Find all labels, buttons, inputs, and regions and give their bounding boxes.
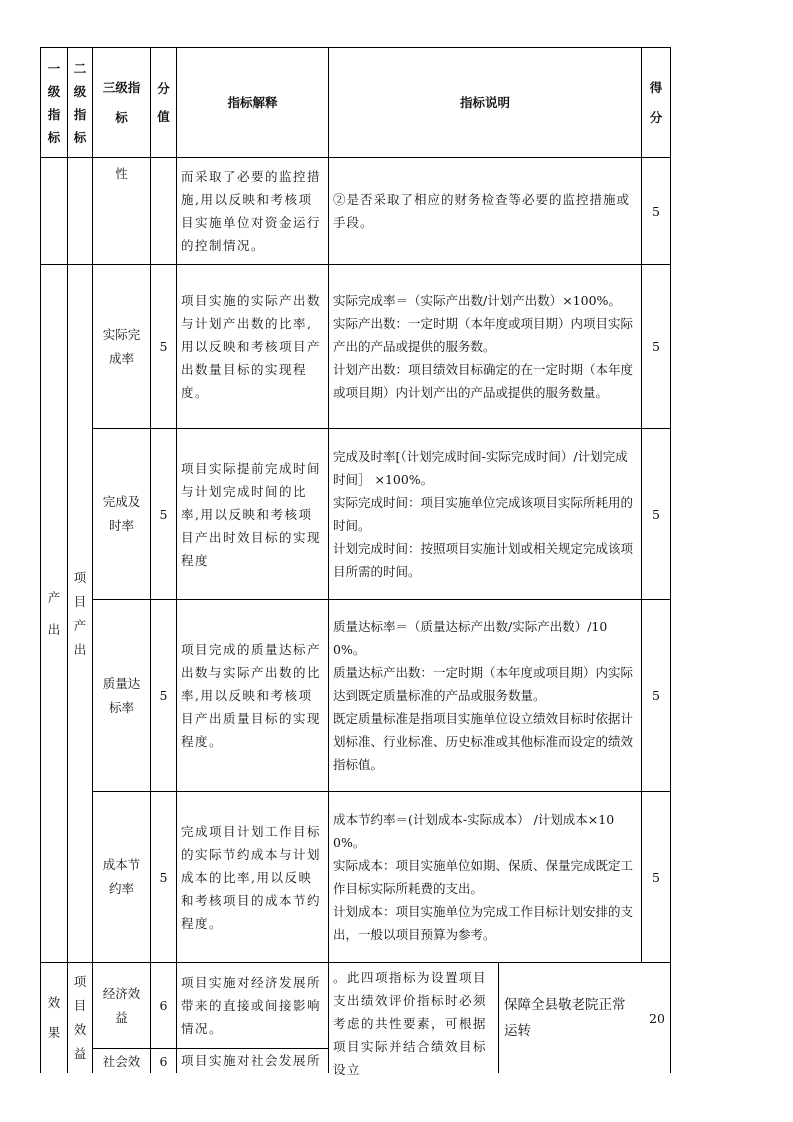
timeliness-weight: 5 — [159, 506, 168, 522]
continuation-score: 5 — [652, 203, 660, 219]
quality-explanation: 项目完成的质量达标产出数与实际产出数的比率,用以反映和考核项目产出质量目标的实现程度。 — [181, 642, 322, 749]
continuation-description: ②是否采取了相应的财务检查等必要的监控措施或手段。 — [333, 192, 631, 230]
header-score-weight: 分值 — [157, 80, 170, 124]
economic-level3: 经济效益 — [102, 985, 141, 1025]
cost-explanation: 完成项目计划工作目标的实际节约成本与计划成本的比率,用以反映和考核项目的成本节约程度。 — [181, 823, 322, 931]
grid-line — [328, 47, 329, 1073]
grid-line — [670, 47, 671, 1073]
cost-description: 成本节约率＝(计划成本-实际成本） /计划成本×100%。 实际成本：项目实施单位如期、保质、保量完成既定工作目标实际所耗费的支出。 计划成本：项目实施单位为完成工作目标计划安排的支出，一般以项目预算为参考。 — [333, 812, 634, 942]
header-explanation: 指标解释 — [227, 95, 278, 110]
completion-weight: 5 — [159, 339, 168, 354]
continuation-level3: 性 — [115, 165, 128, 181]
header-description: 指标说明 — [459, 95, 510, 110]
completion-level3: 实际完成率 — [102, 326, 141, 366]
timeliness-level3: 完成及时率 — [102, 494, 141, 533]
timeliness-explanation: 项目实际提前完成时间与计划完成时间的比率,用以反映和考核项目产出时效目标的实现程度 — [181, 460, 322, 568]
economic-weight: 6 — [159, 998, 168, 1013]
social-explanation: 项目实施对社会发展所 — [181, 1053, 322, 1068]
continuation-explanation: 而采取了必要的监控措施,用以反映和考核项目实施单位对资金运行的控制情况。 — [181, 169, 322, 253]
completion-score: 5 — [652, 339, 660, 354]
header-level1: 一级指标 — [47, 60, 61, 145]
quality-score: 5 — [652, 688, 660, 703]
header-level3: 三级指标 — [102, 79, 141, 125]
quality-level3: 质量达标率 — [102, 675, 141, 715]
timeliness-score: 5 — [652, 506, 660, 522]
cost-weight: 5 — [159, 869, 168, 885]
cost-level3: 成本节约率 — [102, 857, 141, 896]
completion-description: 实际完成率＝（实际产出数/计划产出数）×100%。 实际产出数：一定时期（本年度或项目期）内项目实际产出的产品或提供的服务数。 计划产出数：项目绩效目标确定的在一定时期（本年度或项目期）内计划产出的产品或提供的服务数量。 — [333, 293, 634, 400]
effect-level1: 效果 — [47, 995, 61, 1040]
economic-explanation: 项目实施对经济发展所带来的直接或间接影响情况。 — [181, 975, 322, 1036]
quality-description: 质量达标率＝（质量达标产出数/实际产出数）/100%。 质量达标产出数：一定时期（本年度或项目期）内实际达到既定质量标准的产品或服务数量。 既定质量标准是指项目实施单位设立绩效目标时依据计划标准、行业标准、历史标准或其他标准而设定的绩效指标值。 — [333, 619, 634, 772]
grid-line — [176, 47, 177, 1073]
effect-target: 保障全县敬老院正常运转 — [504, 997, 626, 1039]
completion-explanation: 项目实施的实际产出数与计划产出数的比率,用以反映和考核项目产出数量目标的实现程度。 — [181, 293, 322, 400]
quality-weight: 5 — [159, 688, 168, 703]
social-weight: 6 — [159, 1053, 168, 1069]
grid-line — [498, 962, 499, 1073]
effect-level2: 项目效益 — [73, 974, 87, 1061]
social-level3: 社会效 — [102, 1053, 141, 1069]
output-level1: 产出 — [47, 589, 61, 637]
header-score: 得分 — [649, 79, 663, 125]
cost-score: 5 — [652, 869, 660, 885]
output-level2: 项目产出 — [73, 569, 87, 657]
header-level2: 二级指标 — [73, 60, 87, 145]
effect-score: 20 — [649, 1010, 665, 1026]
timeliness-description: 完成及时率[（计划完成时间-实际完成时间）/计划完成时间］ ×100%。 实际完成时间：项目实施单位完成该项目实际所耗用的时间。 计划完成时间：按照项目实施计划或相关规定完成该项目所需的时间。 — [333, 449, 634, 579]
effect-description: 。此四项指标为设置项目支出绩效评价指标时必须考虑的共性要素，可根据项目实际并结合绩效目标设立 — [333, 970, 488, 1077]
